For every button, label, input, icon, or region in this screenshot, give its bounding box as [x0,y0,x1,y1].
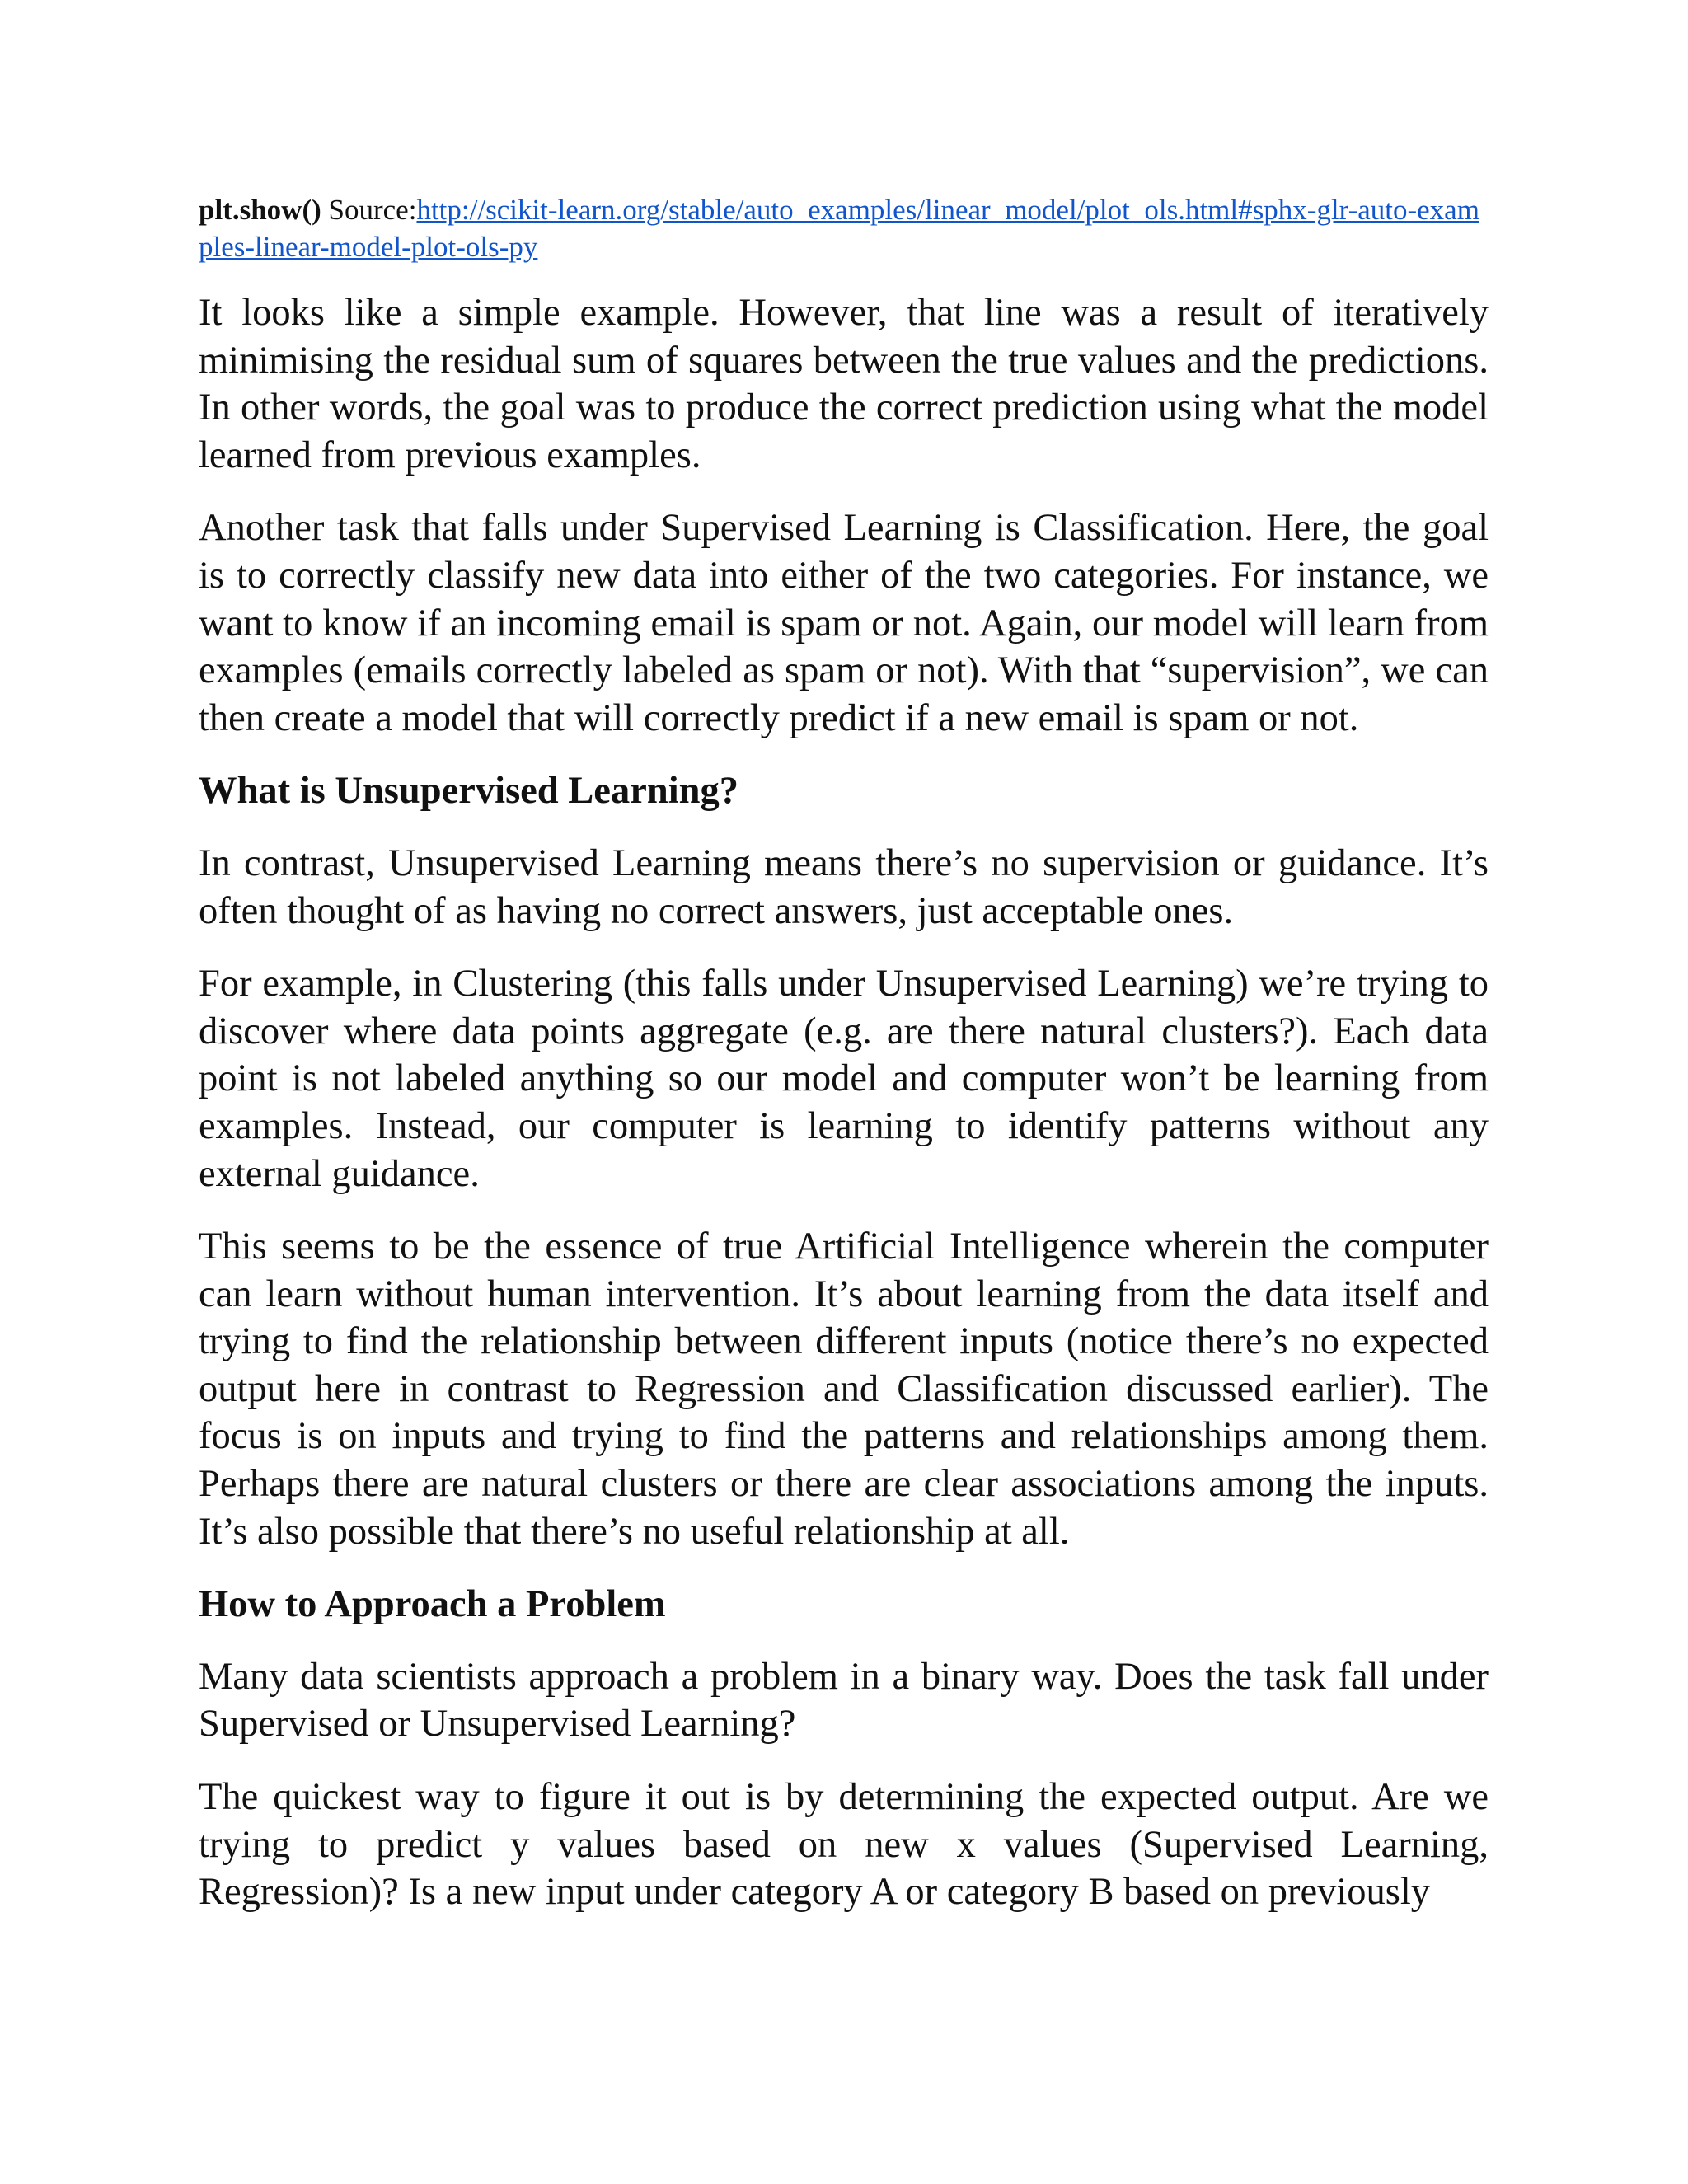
code-snippet: plt.show() [199,194,321,226]
source-line [199,191,1489,265]
paragraph-unsupervised-contrast: In contrast, Unsupervised Learning means there’s no supervision or guidance. It’s often thought of as having no correct answers, just acceptable ones. [199,841,1489,932]
heading-approach-problem: How to Approach a Problem [199,1583,666,1626]
source-link[interactable]: http://scikit-learn.org/stable/auto_examples/linear_model/plot_ols.html#sphx-glr-auto-examples-linear-model-plot-ols-py [199,194,1479,263]
paragraph-clustering-example: For example, in Clustering (this falls under Unsupervised Learning) we’re trying to discover where data points aggregate (e.g. are there natural clusters?). Each data point is not labeled anything so our model and computer won’t be learning from examples. Instead, our computer is learning to identify patterns without any external guidance. [199,963,1489,1195]
paragraph-classification: Another task that falls under Supervised Learning is Classification. Here, the goal is to correctly classify new data into either of the two categories. For instance, we want to know if an incoming email is spam or not. Again, our model will learn from examples (emails correctly labeled as spam or not). With that “supervision”, we can then create a model that will correctly predict if a new email is spam or not. [199,507,1489,739]
paragraph-true-ai: This seems to be the essence of true Artificial Intelligence wherein the computer can learn without human intervention. It’s about learning from the data itself and trying to find the relationship between different inputs (notice there’s no expected output here in contrast to Regression and Classification discussed earlier). The focus is on inputs and trying to find the patterns and relationships among them. Perhaps there are natural clusters or there are clear associations among the inputs. It’s also possible that there’s no useful relationship at all. [199,1226,1489,1553]
paragraph-binary-way: Many data scientists approach a problem in a binary way. Does the task fall under Supervised or Unsupervised Learning? [199,1655,1489,1746]
paragraph-simple-example: It looks like a simple example. However, that line was a result of iteratively minimising the residual sum of squares between the true values and the predictions. In other words, the goal was to produce the correct prediction using what the model learned from previous examples. [199,292,1489,476]
paragraph-expected-output: The quickest way to figure it out is by determining the expected output. Are we trying to predict y values based on new x values (Supervised Learning, Regression)? Is a new input under category A or category B based on previously [199,1776,1489,1914]
heading-unsupervised-learning: What is Unsupervised Learning? [199,770,738,813]
source-label: Source: [328,194,417,226]
document-body [199,191,1489,1942]
